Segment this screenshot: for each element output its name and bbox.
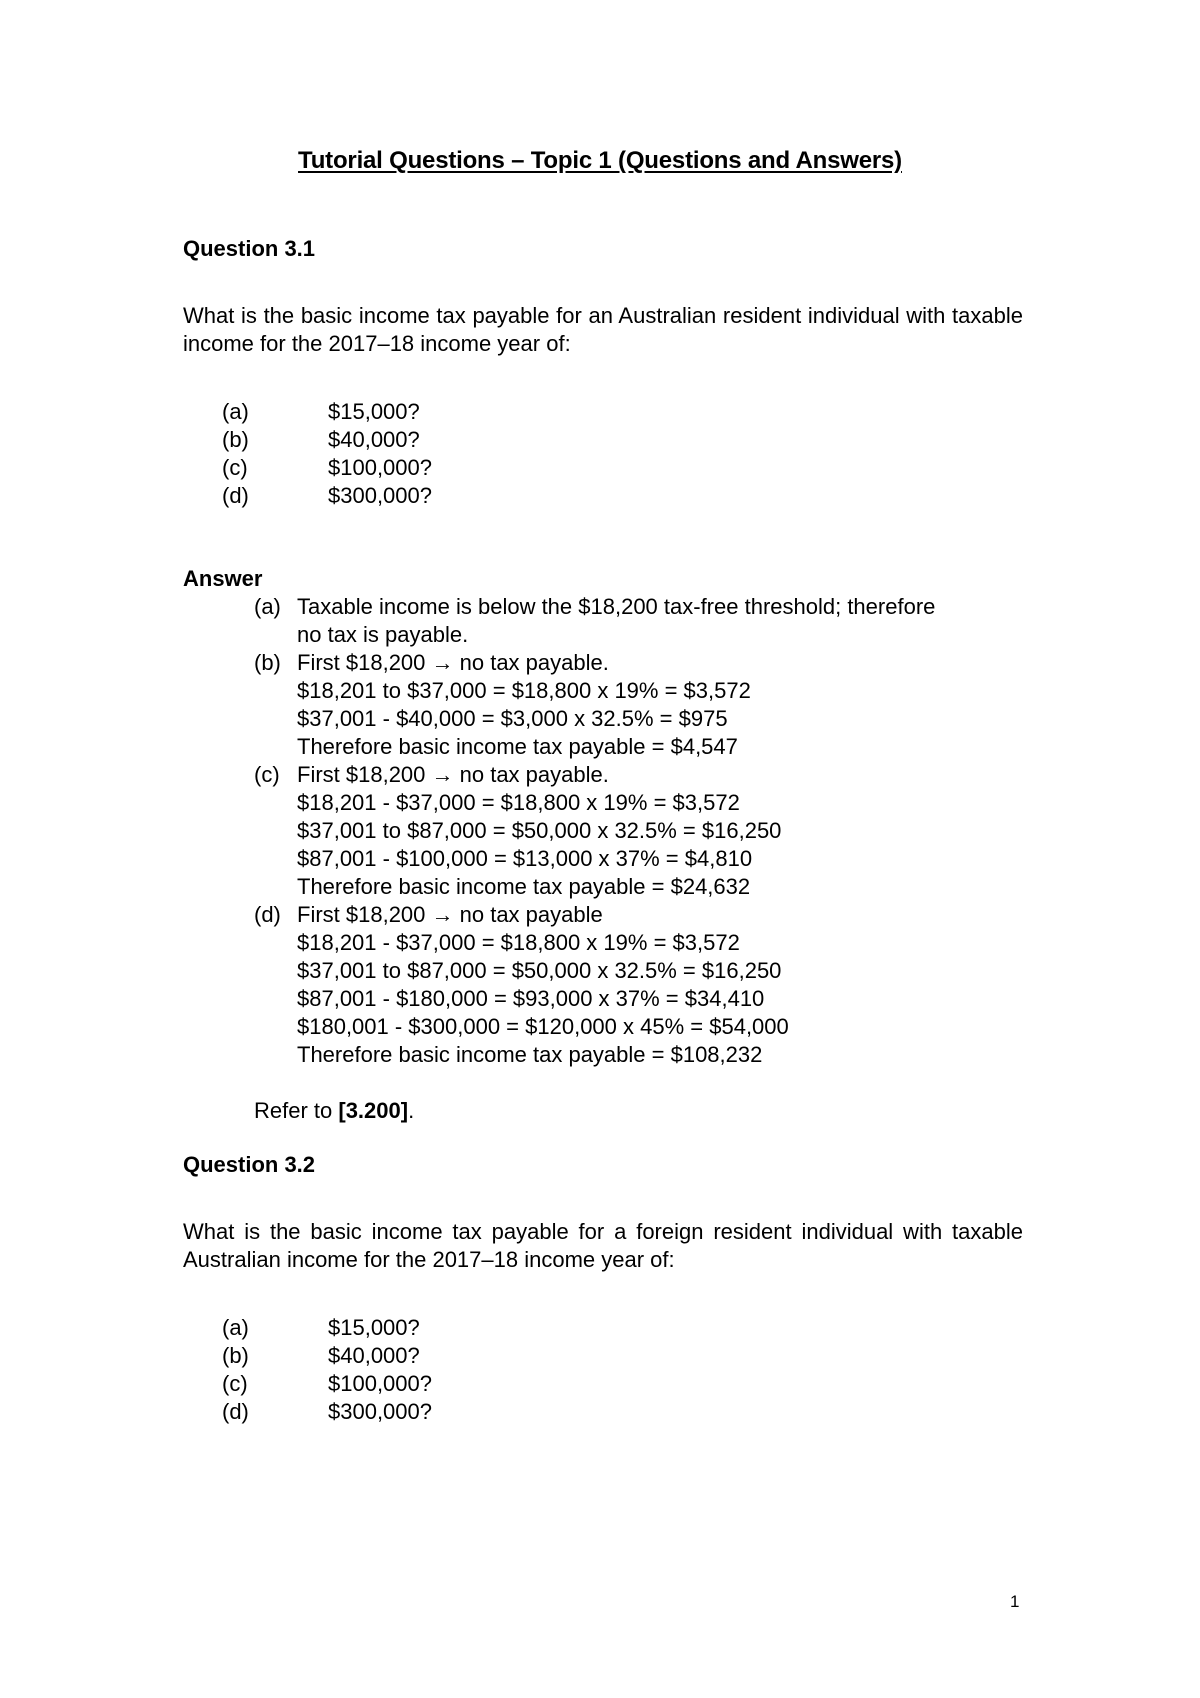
answer-item-letter: (b) [254, 650, 281, 675]
answer-line: $87,001 - $100,000 = $13,000 x 37% = $4,810 [297, 846, 753, 871]
question-3-2-text: What is the basic income tax payable for a foreign resident individual with taxable Australian income for the 2017–18 income year of: [183, 1219, 1023, 1272]
option-letter: (c) [222, 455, 248, 480]
option-value: $40,000? [328, 1343, 420, 1368]
answer-item-lines [297, 593, 1014, 649]
answer-item-letter: (a) [254, 594, 281, 619]
answer-line: $37,001 to $87,000 = $50,000 x 32.5% = $16,250 [297, 958, 782, 983]
answer-line: $87,001 - $180,000 = $93,000 x 37% = $34,410 [297, 986, 765, 1011]
answer-line: no tax is payable. [297, 622, 469, 647]
option-value: $15,000? [328, 1315, 420, 1340]
answer-line: Therefore basic income tax payable = $24,632 [297, 874, 751, 899]
option-value: $15,000? [328, 399, 420, 424]
refer-reference: [3.200] [338, 1098, 409, 1123]
option-letter: (d) [222, 483, 249, 508]
option-letter: (d) [222, 1399, 249, 1424]
answer-line: $37,001 to $87,000 = $50,000 x 32.5% = $16,250 [297, 818, 782, 843]
option-row [222, 1342, 622, 1370]
option-row [222, 1314, 622, 1342]
question-3-1-heading: Question 3.1 [183, 236, 316, 261]
answer-item [254, 901, 1014, 1069]
option-row [222, 1370, 622, 1398]
answer-item-letter: (d) [254, 902, 281, 927]
option-row [222, 454, 622, 482]
answer-line: First $18,200 → no tax payable. [297, 650, 609, 675]
option-letter: (b) [222, 1343, 249, 1368]
answer-list [254, 593, 1014, 1069]
option-value: $40,000? [328, 427, 420, 452]
answer-item [254, 649, 1014, 761]
refer-prefix: Refer to [254, 1098, 339, 1123]
option-letter: (a) [222, 399, 249, 424]
answer-line: $37,001 - $40,000 = $3,000 x 32.5% = $975 [297, 706, 728, 731]
answer-item-letter: (c) [254, 762, 280, 787]
question-3-2-options [222, 1314, 622, 1426]
option-letter: (a) [222, 1315, 249, 1340]
answer-item [254, 761, 1014, 901]
answer-item-lines [297, 901, 1014, 1069]
answer-line: $18,201 - $37,000 = $18,800 x 19% = $3,572 [297, 790, 740, 815]
question-3-1-text: What is the basic income tax payable for an Australian resident individual with taxable income for the 2017–18 income year of: [183, 303, 1023, 356]
option-row [222, 398, 622, 426]
answer-line: $18,201 - $37,000 = $18,800 x 19% = $3,572 [297, 930, 740, 955]
answer-item-lines [297, 761, 1014, 901]
question-3-2-heading: Question 3.2 [183, 1152, 316, 1177]
option-value: $100,000? [328, 455, 432, 480]
option-value: $300,000? [328, 483, 432, 508]
option-value: $300,000? [328, 1399, 432, 1424]
answer-item-lines [297, 649, 1014, 761]
option-value: $100,000? [328, 1371, 432, 1396]
page-number: 1 [1010, 1592, 1020, 1611]
option-letter: (c) [222, 1371, 248, 1396]
option-row [222, 1398, 622, 1426]
option-row [222, 426, 622, 454]
answer-line: First $18,200 → no tax payable. [297, 762, 609, 787]
answer-heading: Answer [183, 566, 263, 591]
answer-line: Therefore basic income tax payable = $4,547 [297, 734, 738, 759]
answer-line: Taxable income is below the $18,200 tax-free threshold; therefore [297, 594, 936, 619]
answer-item [254, 593, 1014, 649]
refer-line [254, 1097, 414, 1125]
option-letter: (b) [222, 427, 249, 452]
refer-suffix: . [408, 1098, 415, 1123]
question-3-1-options [222, 398, 622, 510]
option-row [222, 482, 622, 510]
answer-line: $180,001 - $300,000 = $120,000 x 45% = $54,000 [297, 1014, 789, 1039]
answer-line: $18,201 to $37,000 = $18,800 x 19% = $3,572 [297, 678, 751, 703]
answer-line: Therefore basic income tax payable = $108,232 [297, 1042, 763, 1067]
page-title: Tutorial Questions – Topic 1 (Questions and Answers) [298, 147, 902, 174]
answer-line: First $18,200 → no tax payable [297, 902, 603, 927]
